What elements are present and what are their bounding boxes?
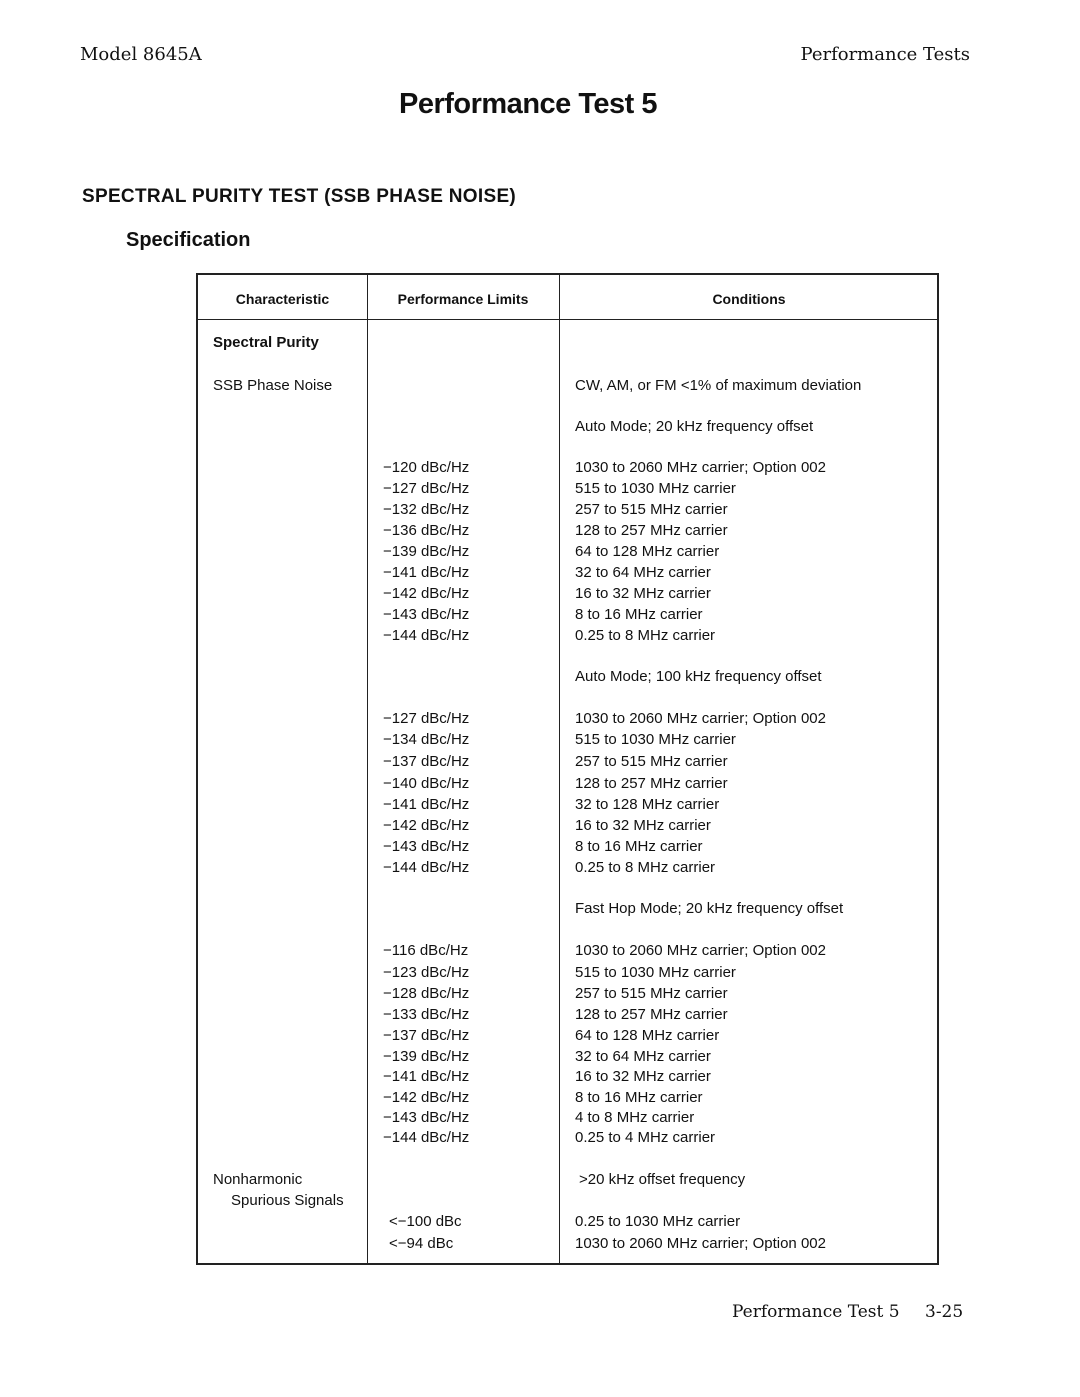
limit-value: −127 dBc/Hz bbox=[383, 480, 470, 497]
limit-value: −127 dBc/Hz bbox=[383, 710, 470, 727]
condition-value: 32 to 64 MHz carrier bbox=[575, 1048, 711, 1065]
limit-value: <−100 dBc bbox=[389, 1213, 462, 1230]
condition-value: 128 to 257 MHz carrier bbox=[575, 1006, 728, 1023]
condition-value: 128 to 257 MHz carrier bbox=[575, 775, 728, 792]
condition-value: 8 to 16 MHz carrier bbox=[575, 606, 703, 623]
running-header-section: Performance Tests bbox=[800, 44, 970, 65]
characteristic-group: Spectral Purity bbox=[213, 334, 319, 351]
condition-value: 0.25 to 8 MHz carrier bbox=[575, 859, 716, 876]
limit-value: −120 dBc/Hz bbox=[383, 459, 470, 476]
limit-value: −142 dBc/Hz bbox=[383, 585, 470, 602]
footer-section-label: Performance Test 5 bbox=[732, 1302, 900, 1322]
limit-value: −134 dBc/Hz bbox=[383, 731, 470, 748]
condition-value: 257 to 515 MHz carrier bbox=[575, 501, 728, 518]
limit-value: −133 dBc/Hz bbox=[383, 1006, 470, 1023]
condition-value: 0.25 to 1030 MHz carrier bbox=[575, 1213, 741, 1230]
limit-value: −143 dBc/Hz bbox=[383, 606, 470, 623]
limit-value: −132 dBc/Hz bbox=[383, 501, 470, 518]
limit-value: −116 dBc/Hz bbox=[383, 942, 469, 959]
limit-value: −137 dBc/Hz bbox=[383, 1027, 470, 1044]
condition-offset-frequency: >20 kHz offset frequency bbox=[579, 1171, 746, 1188]
condition-cw-am-fm: CW, AM, or FM <1% of maximum deviation bbox=[575, 377, 862, 394]
column-header-characteristic: Characteristic bbox=[235, 291, 330, 307]
condition-fasthop-20khz: Fast Hop Mode; 20 kHz frequency offset bbox=[575, 900, 844, 917]
condition-value: 16 to 32 MHz carrier bbox=[575, 585, 711, 602]
limit-value: −141 dBc/Hz bbox=[383, 564, 470, 581]
limit-value: −128 dBc/Hz bbox=[383, 985, 470, 1002]
limit-value: −140 dBc/Hz bbox=[383, 775, 470, 792]
column-divider bbox=[367, 275, 368, 1263]
limit-value: −144 dBc/Hz bbox=[383, 1129, 470, 1146]
condition-value: 257 to 515 MHz carrier bbox=[575, 753, 728, 770]
condition-value: 4 to 8 MHz carrier bbox=[575, 1109, 695, 1126]
condition-value: 64 to 128 MHz carrier bbox=[575, 1027, 720, 1044]
condition-value: 128 to 257 MHz carrier bbox=[575, 522, 728, 539]
condition-value: 1030 to 2060 MHz carrier; Option 002 bbox=[575, 1235, 826, 1252]
limit-value: −144 dBc/Hz bbox=[383, 859, 470, 876]
condition-value: 8 to 16 MHz carrier bbox=[575, 838, 703, 855]
condition-value: 8 to 16 MHz carrier bbox=[575, 1089, 703, 1106]
column-header-performance-limits: Performance Limits bbox=[397, 291, 529, 307]
condition-value: 1030 to 2060 MHz carrier; Option 002 bbox=[575, 942, 826, 959]
limit-value: −142 dBc/Hz bbox=[383, 1089, 470, 1106]
limit-value: −144 dBc/Hz bbox=[383, 627, 470, 644]
condition-value: 32 to 64 MHz carrier bbox=[575, 564, 711, 581]
condition-value: 1030 to 2060 MHz carrier; Option 002 bbox=[575, 710, 826, 727]
condition-value: 16 to 32 MHz carrier bbox=[575, 1068, 711, 1085]
column-divider bbox=[559, 275, 560, 1263]
limit-value: −139 dBc/Hz bbox=[383, 543, 470, 560]
limit-value: −136 dBc/Hz bbox=[383, 522, 470, 539]
limit-value: −142 dBc/Hz bbox=[383, 817, 470, 834]
section-heading: SPECTRAL PURITY TEST (SSB PHASE NOISE) bbox=[82, 186, 517, 207]
characteristic-nonharmonic: Nonharmonic bbox=[213, 1171, 303, 1188]
limit-value: −143 dBc/Hz bbox=[383, 838, 470, 855]
running-header-model: Model 8645A bbox=[80, 44, 202, 65]
condition-value: 32 to 128 MHz carrier bbox=[575, 796, 720, 813]
condition-auto-20khz: Auto Mode; 20 kHz frequency offset bbox=[575, 418, 814, 435]
specification-table bbox=[196, 273, 939, 1265]
limit-value: <−94 dBc bbox=[389, 1235, 454, 1252]
condition-value: 64 to 128 MHz carrier bbox=[575, 543, 720, 560]
condition-value: 1030 to 2060 MHz carrier; Option 002 bbox=[575, 459, 826, 476]
condition-value: 515 to 1030 MHz carrier bbox=[575, 731, 736, 748]
limit-value: −139 dBc/Hz bbox=[383, 1048, 470, 1065]
limit-value: −137 dBc/Hz bbox=[383, 753, 470, 770]
condition-value: 16 to 32 MHz carrier bbox=[575, 817, 711, 834]
page-number: 3-25 bbox=[925, 1302, 964, 1322]
characteristic-ssb-phase-noise: SSB Phase Noise bbox=[213, 377, 333, 394]
condition-value: 257 to 515 MHz carrier bbox=[575, 985, 728, 1002]
condition-value: 515 to 1030 MHz carrier bbox=[575, 480, 736, 497]
condition-value: 0.25 to 4 MHz carrier bbox=[575, 1129, 716, 1146]
limit-value: −141 dBc/Hz bbox=[383, 1068, 470, 1085]
subsection-heading: Specification bbox=[126, 229, 251, 251]
page-title: Performance Test 5 bbox=[398, 88, 658, 120]
characteristic-spurious-signals: Spurious Signals bbox=[231, 1192, 344, 1209]
condition-value: 0.25 to 8 MHz carrier bbox=[575, 627, 716, 644]
header-divider bbox=[198, 319, 937, 320]
condition-value: 515 to 1030 MHz carrier bbox=[575, 964, 736, 981]
limit-value: −141 dBc/Hz bbox=[383, 796, 470, 813]
limit-value: −123 dBc/Hz bbox=[383, 964, 470, 981]
limit-value: −143 dBc/Hz bbox=[383, 1109, 470, 1126]
condition-auto-100khz: Auto Mode; 100 kHz frequency offset bbox=[575, 668, 822, 685]
column-header-conditions: Conditions bbox=[712, 291, 786, 307]
